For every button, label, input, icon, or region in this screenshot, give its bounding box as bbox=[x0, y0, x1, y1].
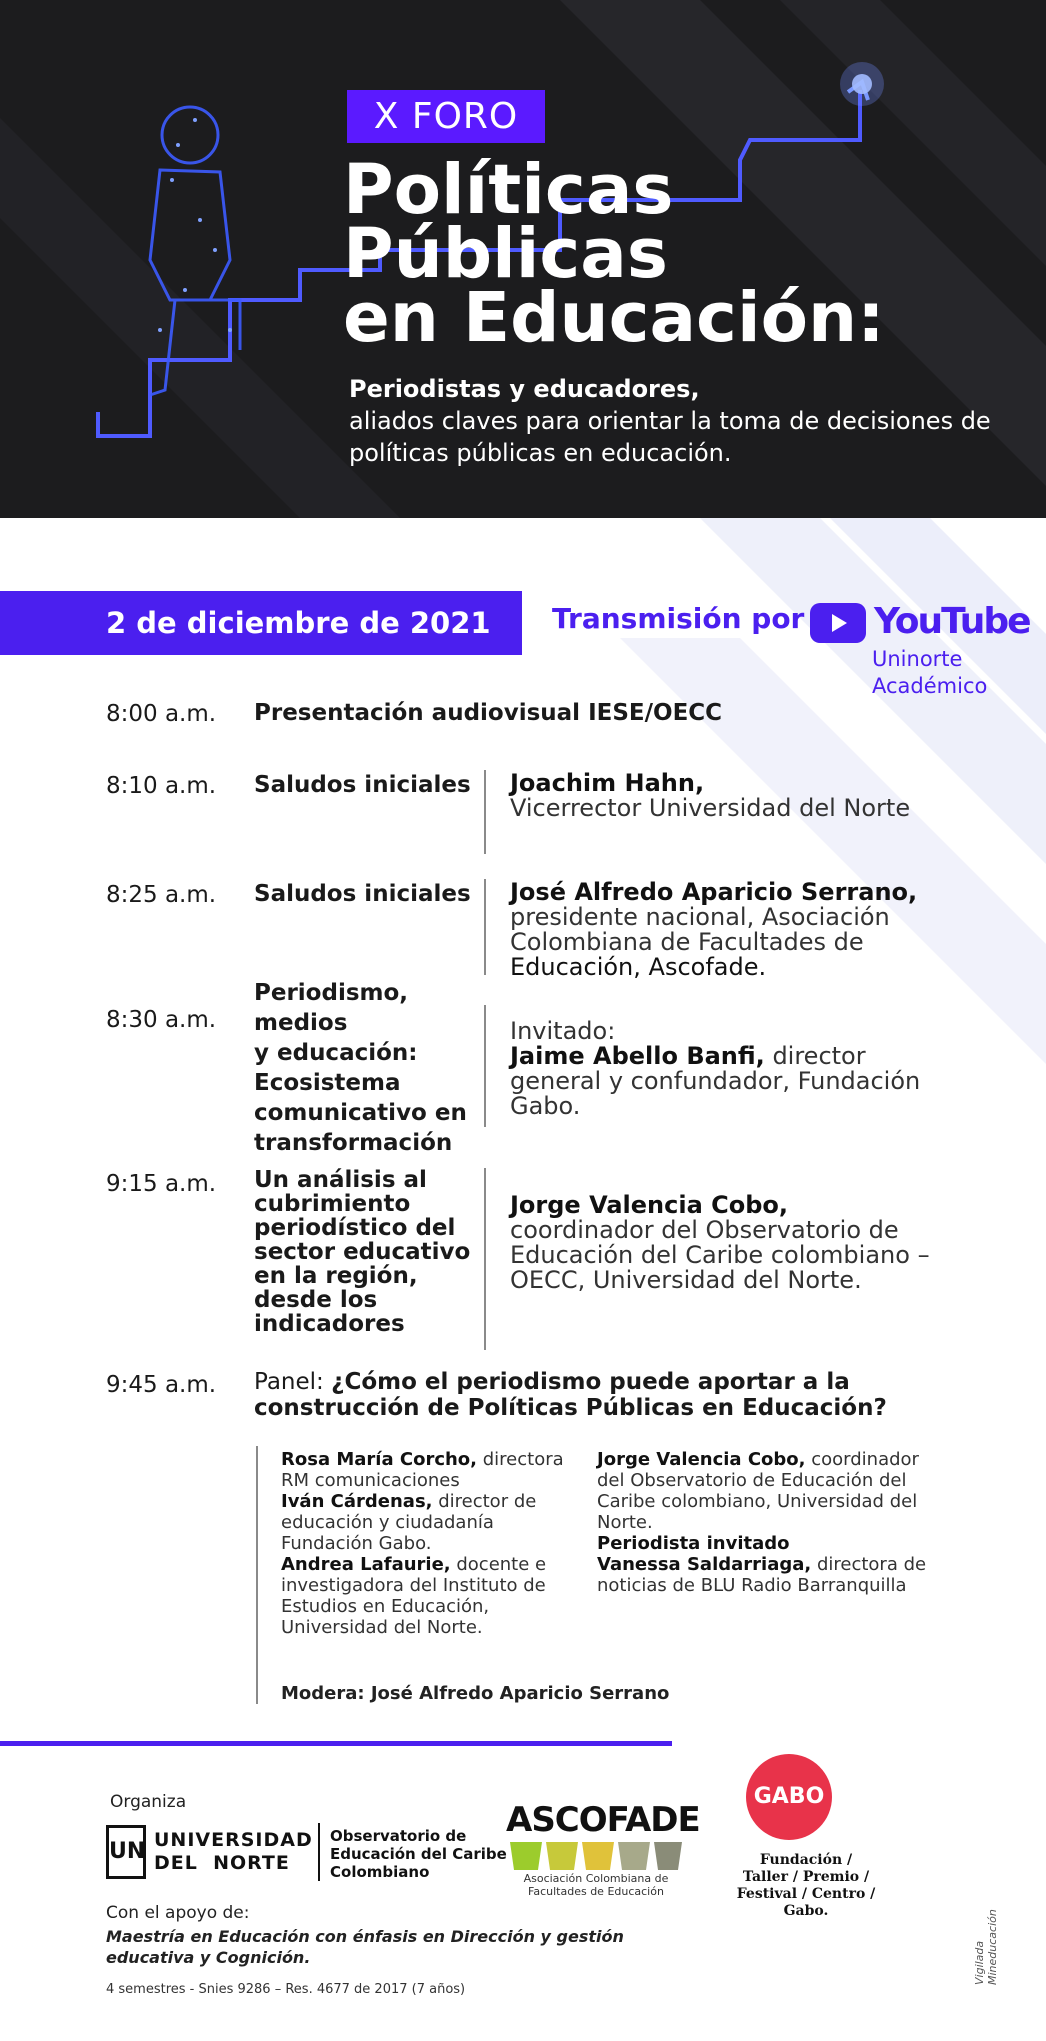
agenda-topic: Un análisis al cubrimiento periodístico del sector educativo en la región, desde los indicadores bbox=[254, 1167, 471, 1337]
program-details: 4 semestres - Snies 9286 – Res. 4677 de 2017 (7 años) bbox=[106, 1982, 466, 1997]
gabo-logo: GABO bbox=[746, 1754, 832, 1840]
speaker-role: Vicerrector Universidad del Norte bbox=[510, 794, 911, 822]
agenda-time: 8:00 a.m. bbox=[106, 701, 217, 727]
agenda-topic: Saludos iniciales bbox=[254, 881, 471, 907]
organizer-label: Organiza bbox=[110, 1792, 187, 1812]
youtube-play-icon bbox=[810, 603, 866, 643]
panelist-name: Rosa María Corcho, bbox=[281, 1449, 478, 1470]
channel-line-2: Académico bbox=[872, 674, 988, 698]
panelist bbox=[597, 1554, 947, 1596]
agenda-topic: Periodismo, medios y educación: Ecosistema comunicativo en transformación bbox=[254, 980, 467, 1156]
agenda-time: 9:45 a.m. bbox=[106, 1372, 217, 1398]
uninorte-line-1: UNIVERSIDAD bbox=[154, 1829, 313, 1851]
subtitle-text: aliados claves para orientar la toma de decisiones de políticas públicas en educación. bbox=[349, 407, 991, 467]
subtitle bbox=[349, 373, 1009, 469]
logo-separator bbox=[318, 1823, 320, 1881]
title-line-2: Públicas bbox=[343, 214, 668, 294]
speaker-name: José Alfredo Aparicio Serrano, bbox=[510, 878, 918, 906]
speaker-role: coordinador del Observatorio de Educación del Caribe colombiano – OECC, Universidad del Norte. bbox=[510, 1216, 930, 1294]
edition-badge: X FORO bbox=[347, 90, 545, 143]
agenda-time: 8:25 a.m. bbox=[106, 882, 217, 908]
agenda-time: 9:15 a.m. bbox=[106, 1171, 217, 1197]
page-title bbox=[343, 150, 885, 358]
stream-label: Transmisión por bbox=[552, 602, 805, 635]
program-name: Maestría en Educación con énfasis en Dirección y gestión educativa y Cognición. bbox=[106, 1927, 624, 1967]
panelists-left bbox=[281, 1449, 571, 1638]
agenda-speaker bbox=[510, 771, 950, 821]
divider bbox=[484, 770, 486, 854]
title-line-1: Políticas bbox=[343, 150, 674, 230]
panelist-name: Periodista invitado bbox=[597, 1533, 790, 1554]
panelist-role: director de educación y ciudadanía Fundación Gabo. bbox=[281, 1491, 537, 1554]
agenda-time: 8:30 a.m. bbox=[106, 1007, 217, 1033]
agenda-topic: Saludos iniciales bbox=[254, 772, 471, 798]
panelists-right bbox=[597, 1449, 947, 1596]
panelist-role: docente e investigadora del Instituto de Estudios en Educación, Universidad del Norte. bbox=[281, 1554, 547, 1638]
panelist bbox=[597, 1533, 947, 1554]
panelist-name: Iván Cárdenas, bbox=[281, 1491, 433, 1512]
ascofade-subtitle: Asociación Colombiana de Facultades de Educación bbox=[523, 1872, 669, 1898]
panelist bbox=[281, 1449, 571, 1491]
hero-banner bbox=[0, 0, 1046, 518]
youtube-wordmark: YouTube bbox=[874, 601, 1030, 642]
divider bbox=[484, 1168, 486, 1350]
panelist-name: Andrea Lafaurie, bbox=[281, 1554, 451, 1575]
agenda-speaker bbox=[510, 1019, 950, 1119]
panelist-name: Vanessa Saldarriaga, bbox=[597, 1554, 812, 1575]
footer-divider bbox=[0, 1741, 672, 1746]
panelist bbox=[597, 1449, 947, 1533]
divider bbox=[256, 1446, 258, 1704]
ascofade-blocks-icon bbox=[506, 1842, 686, 1872]
uninorte-line-2: DEL NORTE bbox=[154, 1852, 290, 1874]
panelist-role: coordinador del Observatorio de Educación del Caribe colombiano, Universidad del Norte. bbox=[597, 1449, 919, 1533]
channel-line-1: Uninorte bbox=[872, 647, 963, 671]
panelist-role: directora de noticias de BLU Radio Barranquilla bbox=[597, 1554, 927, 1596]
panel-prefix: Panel: bbox=[254, 1369, 332, 1395]
panelist-name: Jorge Valencia Cobo, bbox=[597, 1449, 806, 1470]
panelist-role: directora RM comunicaciones bbox=[281, 1449, 564, 1491]
speaker-name: Jorge Valencia Cobo, bbox=[510, 1191, 789, 1219]
panelist bbox=[281, 1554, 571, 1638]
divider bbox=[484, 1005, 486, 1127]
uninorte-mark: UN bbox=[106, 1825, 146, 1879]
panel-topic: ¿Cómo el periodismo puede aportar a la construcción de Políticas Públicas en Educación? bbox=[254, 1369, 887, 1421]
uninorte-logo bbox=[106, 1825, 314, 1881]
agenda-speaker bbox=[510, 880, 950, 980]
channel-name bbox=[872, 646, 987, 700]
panel-question bbox=[254, 1369, 974, 1421]
speaker-intro: Invitado: bbox=[510, 1017, 616, 1045]
event-date: 2 de diciembre de 2021 bbox=[0, 591, 522, 655]
gabo-label: Fundación / Taller / Premio / Festival / Centro / Gabo. bbox=[736, 1852, 876, 1919]
agenda-speaker bbox=[510, 1193, 950, 1293]
ascofade-logo bbox=[506, 1800, 700, 1898]
agenda-time: 8:10 a.m. bbox=[106, 773, 217, 799]
moderator: Modera: José Alfredo Aparicio Serrano bbox=[281, 1683, 670, 1704]
support-label: Con el apoyo de: bbox=[106, 1903, 250, 1923]
subtitle-lead: Periodistas y educadores, bbox=[349, 375, 700, 403]
vigilada-label: Vigilada Mineducación bbox=[973, 1909, 999, 1985]
uninorte-wordmark bbox=[154, 1829, 313, 1875]
panelist bbox=[281, 1491, 571, 1554]
speaker-role: presidente nacional, Asociación Colombiana de Facultades de bbox=[510, 903, 890, 956]
speaker-name: Jaime Abello Banfi, bbox=[510, 1042, 765, 1070]
agenda-topic: Presentación audiovisual IESE/OECC bbox=[254, 700, 723, 726]
speaker-name: Joachim Hahn, bbox=[510, 769, 705, 797]
speaker-role-bold: Educación, Ascofade. bbox=[510, 953, 767, 981]
speaker-role: director general y confundador, Fundación Gabo. bbox=[510, 1042, 921, 1120]
ascofade-wordmark: ASCOFADE bbox=[506, 1800, 700, 1840]
divider bbox=[484, 879, 486, 975]
title-line-3: en Educación: bbox=[343, 278, 885, 358]
observatorio-label: Observatorio de Educación del Caribe Colombiano bbox=[330, 1827, 507, 1881]
